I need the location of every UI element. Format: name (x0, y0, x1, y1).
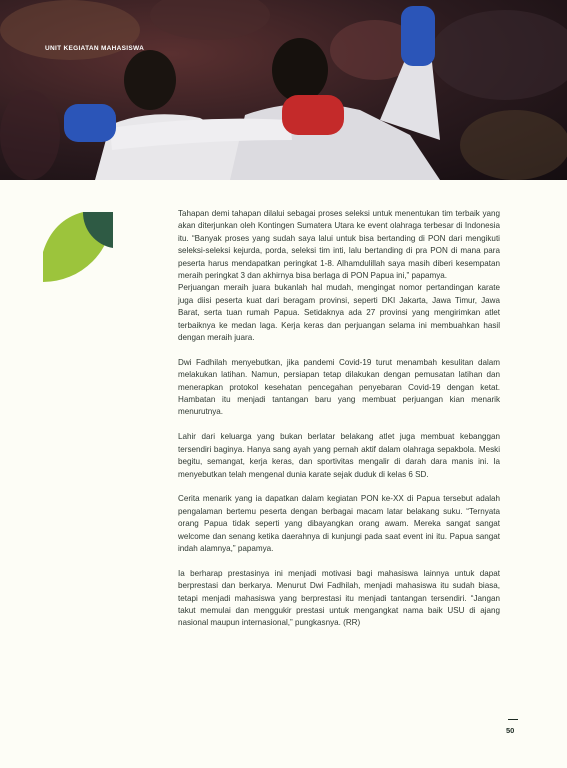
left-athlete-head (124, 50, 176, 110)
red-glove (282, 95, 344, 135)
blue-glove-left (64, 104, 116, 142)
karate-athletes-illustration (0, 0, 567, 180)
article-paragraph: Dwi Fadhilah menyebutkan, jika pandemi Covid-19 turut menambah kesulitan dalam melakukan latihan. Namun, persiapan tetap dilakukan dengan pemusatan latihan dan menerapkan protokol kesehatan pencegahan penyebaran Covid-19 dengan ketat. Hambatan itu menjadi tantangan baru yang membuat perjuangan kian menarik menurutnya. (178, 357, 500, 417)
blue-glove-raised (401, 6, 435, 66)
article-paragraph: Lahir dari keluarga yang bukan berlatar belakang atlet juga membuat kebanggan tersendiri baginya. Hanya sang ayah yang pernah aktif dalam olahraga sepakbola. Meski begitu, semangat, kerja keras, dan sportivitas mengalir di darah dara manis ini. Ia menyebutkan telah mengenal dunia karate sejak duduk di kelas 6 SD. (178, 432, 500, 479)
right-athlete-head (272, 38, 328, 102)
page-number-rule (508, 719, 518, 720)
hero-photo (0, 0, 567, 180)
page-number: 50 (506, 726, 515, 735)
decorative-quarter-circles (43, 212, 113, 282)
article-paragraph: Cerita menarik yang ia dapatkan dalam kegiatan PON ke-XX di Papua tersebut adalah pengalaman bertemu peserta dengan berbagai macam latar belakang suku. “Ternyata orang Papua tidak seperti yang dibayangkan orang awam. Mereka sangat sangat welcome dan senang ketika daerahnya di kunjungi pada saat event ini itu. Papua sangat indah alamnya,” papamya. (178, 494, 500, 553)
article-paragraph: Ia berharap prestasinya ini menjadi motivasi bagi mahasiswa lainnya untuk dapat berprestasi dan berkarya. Menurut Dwi Fadhilah, menjadi mahasiswa itu sudah biasa, tetapi menjadi mahasiswa yang berprestasi itu menjadi tantangan tersendiri. “Jangan takut memulai dan menggukir prestasi untuk mengangkat nama baik USU di ajang nasional maupun internasional,” pungkasnya. (RR) (178, 568, 500, 628)
article-paragraph: Tahapan demi tahapan dilalui sebagai proses seleksi untuk menentukan tim terbaik yang akan diterjunkan oleh Kontingen Sumatera Utara ke event olahraga terbesar di Indonesia itu. “Banyak proses yang sudah saya lalui untuk bisa bertanding di PON dari mengikuti seleksi-seleksi kejurda, porda, seleksi tim inti, lalu bertanding di pra PON di mana para peserta harus mendapatkan peringkat 1-8. Alhamdulillah saya masih diberi kesempatan meraih peringkat 3 dan akhirnya bisa berlaga di PON Papua ini,” papamya. (178, 209, 500, 281)
article-paragraph: Perjuangan meraih juara bukanlah hal mudah, mengingat nomor pertandingan karate juga diisi peserta kuat dari beragam provinsi, seperti DKI Jakarta, Jawa Timur, Jawa Barat, serta tuan rumah Papua. Setidaknya ada 27 provinsi yang mengirimkan atlet terbaiknya ke medan laga. Kerja keras dan perjuangan selama ini membuahkan hasil dengan meraih juara. (178, 283, 500, 343)
article-body (178, 208, 500, 642)
section-label: UNIT KEGIATAN MAHASISWA (45, 45, 145, 52)
